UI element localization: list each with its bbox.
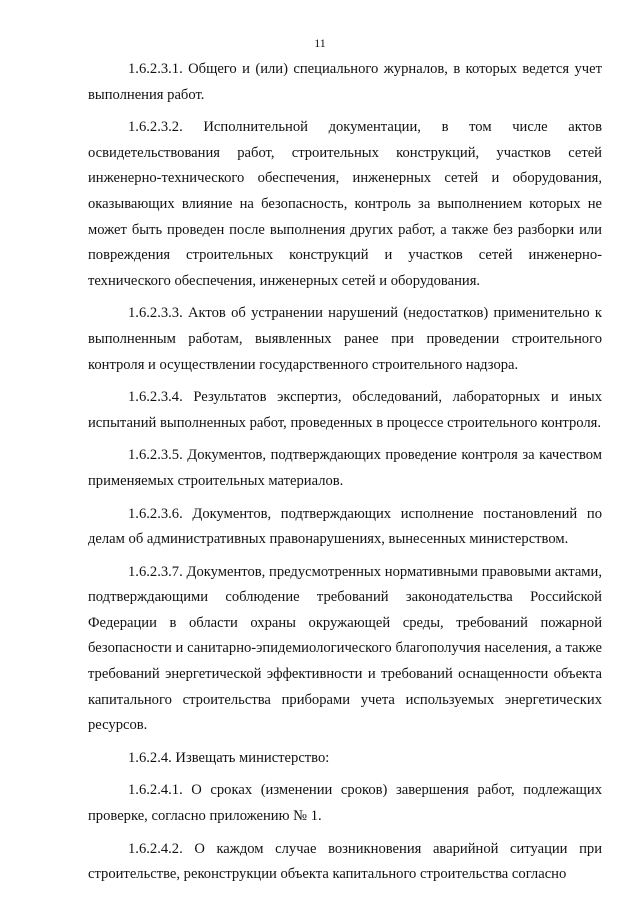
paragraph-1-6-2-3-6: 1.6.2.3.6. Документов, подтверждающих исполнение постановлений по делам об административных правонарушениях, вынесенных министерством.: [88, 505, 602, 548]
document-body: [88, 57, 602, 895]
paragraph-1-6-2-3-7: 1.6.2.3.7. Документов, предусмотренных нормативными правовыми актами, подтверждающими соблюдение требований законодательства Российской Федерации в области охраны окружающей среды, требований пожарной безопасности и санитарно-эпидемиологического благополучия населения, а также требований энергетической эффективности и требований оснащенности объекта капитального строительства приборами учета используемых энергетических ресурсов.: [88, 563, 602, 734]
page-number: 11: [314, 36, 326, 50]
paragraph-1-6-2-3-2: 1.6.2.3.2. Исполнительной документации, в том числе актов освидетельствования работ, строительных конструкций, участков сетей инженерно-технического обеспечения, инженерных сетей и оборудования, оказывающих влияние на безопасность, контроль за выполнением которых не может быть проведен после выполнения других работ, а также без разборки или повреждения строительных конструкций и участков сетей инженерно-технического обеспечения, инженерных сетей и оборудования.: [88, 119, 602, 289]
paragraph-1-6-2-4: 1.6.2.4. Извещать министерство:: [128, 749, 330, 766]
paragraph-1-6-2-3-4: 1.6.2.3.4. Результатов экспертиз, обследований, лабораторных и иных испытаний выполненных работ, проведенных в процессе строительного контроля.: [88, 389, 602, 431]
paragraph-1-6-2-4-1: 1.6.2.4.1. О сроках (изменении сроков) завершения работ, подлежащих проверке, согласно приложению № 1.: [88, 782, 602, 825]
paragraph-1-6-2-4-2: 1.6.2.4.2. О каждом случае возникновения аварийной ситуации при строительстве, реконструкции объекта капитального строительства согласно: [88, 840, 602, 883]
paragraph-1-6-2-3-3: 1.6.2.3.3. Актов об устранении нарушений (недостатков) применительно к выполненным работам, выявленных ранее при проведении строительного контроля и осуществлении государственного строительного надзора.: [88, 305, 602, 373]
paragraph-1-6-2-3-5: 1.6.2.3.5. Документов, подтверждающих проведение контроля за качеством применяемых строительных материалов.: [88, 447, 602, 489]
paragraph-1-6-2-3-1: 1.6.2.3.1. Общего и (или) специального журналов, в которых ведется учет выполнения работ.: [88, 61, 602, 103]
